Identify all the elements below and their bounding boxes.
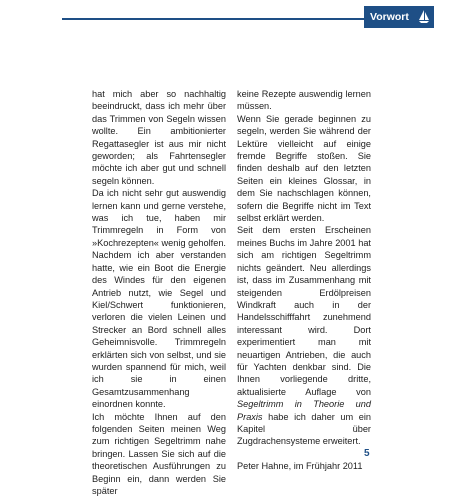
paragraph: Ich möchte Ihnen auf den folgenden Seiten meinen Weg zum richtigen Segeltrimm nahe bringen. Lassen Sie sich auf die theoretischen Ausführungen zu Beginn ein, dann werden Sie später xyxy=(92,411,226,496)
signature: Peter Hahne, im Frühjahr 2011 xyxy=(237,461,363,472)
sailboat-icon xyxy=(418,9,430,28)
paragraph: hat mich aber so nachhaltig beeindruckt, dass ich mehr über das Trimmen von Segeln wissen wollte. Ein ambitionierter Regattasegler ist aus mir nicht geworden; als Fahrtensegler möchte ich aber gut und schnell segeln können. xyxy=(92,89,226,186)
page-number: 5 xyxy=(364,448,370,459)
right-text-column xyxy=(237,88,371,473)
header-rule xyxy=(62,18,364,20)
book-title: Segeltrimm in Theorie und Praxis xyxy=(237,399,371,422)
paragraph-spacer xyxy=(237,448,371,460)
paragraph: Wenn Sie gerade beginnen zu segeln, werden Sie während der Lektüre vielleicht auf einige fremde Begriffe stoßen. Sie finden deshalb auf den letzten Seiten ein kleines Glossar, in dem Sie nachschlagen können, sofern die Begriffe nicht im Text selbst erklärt werden. xyxy=(237,113,371,224)
paragraph: Da ich nicht sehr gut auswendig lernen kann und gerne verstehe, was ich tue, haben mir Trimmregeln in Form von »Kochrezepten« wenig geholfen. Nachdem ich aber verstanden hatte, wie ein Boot die Energie des Windes für den eigenen Antrieb nutzt, wie Segel und Kiel/Schwert funktionieren, verloren die vielen Leinen und Strecker an Bord schnell alles Geheimnisvolle. Trimmregeln erklärten sich von selbst, und sie wurden spannend für mich, weil ich sie in einen Gesamtzusammenhang einordnen konnte. xyxy=(92,188,226,410)
left-text-column xyxy=(92,88,226,497)
section-title: Vorwort xyxy=(370,11,409,23)
paragraph xyxy=(237,224,371,447)
paragraph-text: Seit dem ersten Erscheinen meines Buchs im Jahre 2001 hat sich am richtigen Segeltrimm nichts geändert. Neu allerdings ist, dass im Zusammenhang mit steigenden Erdölpreisen Windkraft auch in der Handelsschifffahrt zunehmend interessant wird. Dort experimentiert man mit neuartigen Antrieben, die auch für Yachten denkbar sind. Die Ihnen vorliegende dritte, aktualisierte Auflage von xyxy=(237,225,371,397)
section-header-tab xyxy=(364,6,434,28)
paragraph-text: habe ich daher um ein Kapitel über Zugdrachensysteme erweitert. xyxy=(237,411,371,447)
paragraph: keine Rezepte auswendig lernen müssen. xyxy=(237,89,371,112)
